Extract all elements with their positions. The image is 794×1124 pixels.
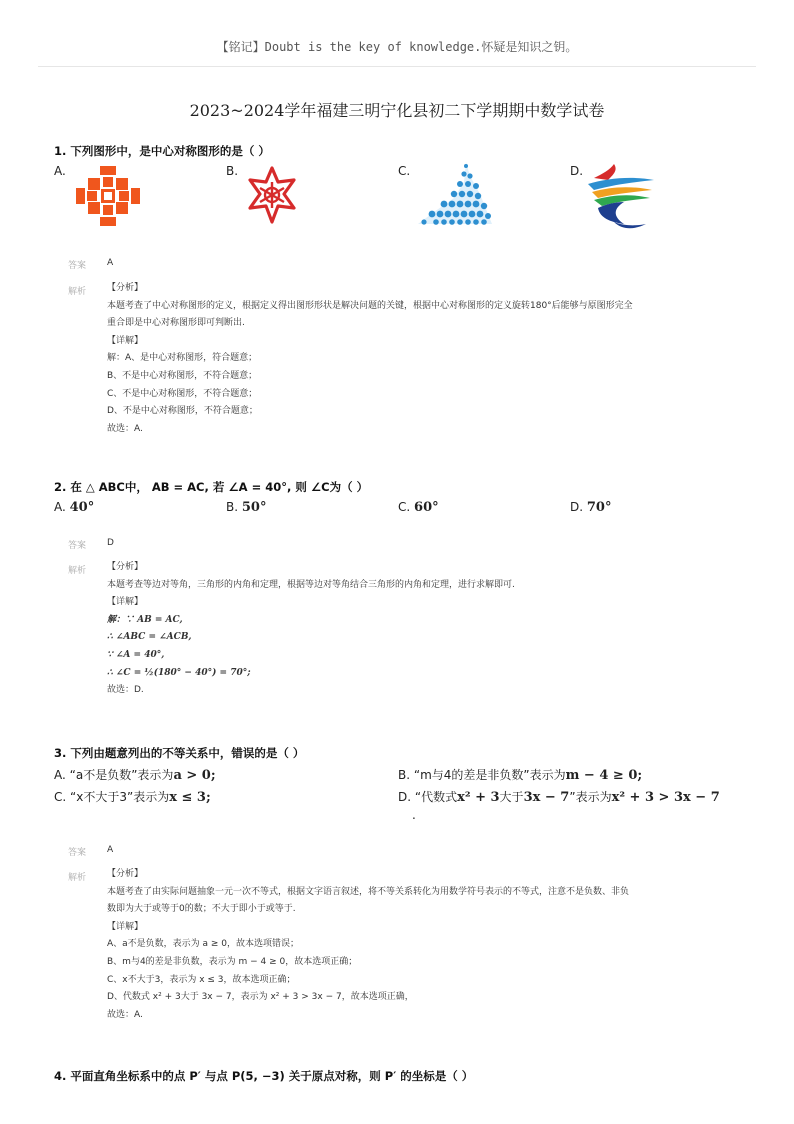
q2-option-d-value: 70° — [586, 500, 612, 515]
q3-option-b-letter: B. — [398, 768, 411, 782]
q2-option-d-letter: D. — [570, 500, 584, 514]
q3-option-d-tail: . — [412, 808, 416, 822]
q3-option-d-math3: x² + 3 > 3x − 7 — [611, 790, 720, 805]
q3-analysis-line: A、a不是负数，表示为 a ≥ 0，故本选项错误； — [107, 939, 300, 950]
q3-option-d-text2: 大于 — [499, 790, 524, 804]
q1-analysis-line: 本题考查了中心对称图形的定义，根据定义得出图形形状是解决问题的关键，根据中心对称图形的定义旋转180°后能够与原图形完全 — [107, 300, 633, 311]
q2-analysis-line: 【分析】 — [107, 562, 144, 572]
q1-option-d-label: D. — [570, 164, 584, 178]
q2-analysis-line: ∴ ∠ABC = ∠ACB, — [107, 632, 192, 643]
q2-analysis-line: 故选：D. — [107, 685, 144, 696]
q3-option-a-text: “a不是负数”表示为 — [69, 768, 174, 782]
q3-option-a — [54, 766, 216, 783]
q2-answer-label: 答案 — [68, 541, 87, 551]
q1-analysis-line: 【分析】 — [107, 283, 144, 293]
question-4-stem: 4. 平面直角坐标系中的点 P′ 与点 P(5, −3) 关于原点对称，则 P′ 的坐标是（ ） — [54, 1069, 474, 1083]
q2-answer-value: D — [107, 538, 114, 548]
q2-option-a-letter: A. — [54, 500, 66, 514]
page-title: 2023~2024学年福建三明宁化县初二下学期期中数学试卷 — [189, 101, 605, 120]
q3-option-d — [398, 788, 720, 805]
q1-analysis-line: D、不是中心对称图形，不符合题意； — [107, 406, 258, 417]
q1-analysis — [107, 280, 727, 438]
q1-analysis-line: 重合即是中心对称图形即可判断出. — [107, 318, 245, 329]
q2-analysis-line: ∵ ∠A = 40°, — [107, 649, 165, 660]
q1-analysis-line: B、不是中心对称图形，不符合题意； — [107, 370, 258, 381]
q3-option-c-math: x ≤ 3 — [169, 790, 206, 805]
q2-analysis-line: 解：∵ AB = AC, — [107, 614, 183, 625]
q3-analysis-line: 本题考查了由实际问题抽象一元一次不等式，根据文字语言叙述，将不等关系转化为用数学符号表示的不等式，注意不是负数、非负 — [107, 886, 630, 897]
q2-analysis-line: ∴ ∠C = ½(180° − 40°) = 70°; — [107, 667, 251, 678]
orange-cross-emblem-icon — [74, 164, 142, 228]
q3-analysis — [107, 866, 727, 1024]
q3-option-b — [398, 766, 642, 783]
q3-option-c-letter: C. — [54, 790, 67, 804]
q3-option-d-text: “代数式 — [414, 790, 458, 804]
q2-analysis-label: 解析 — [68, 566, 87, 576]
q1-option-a-label: A. — [54, 164, 66, 178]
q2-option-c — [398, 500, 439, 515]
q3-option-c-tail: ; — [205, 790, 211, 805]
q2-option-b — [226, 500, 266, 515]
q2-analysis-line: 【详解】 — [107, 597, 144, 608]
q3-option-c — [54, 788, 211, 805]
q3-analysis-line: 【分析】 — [107, 869, 144, 879]
q2-option-b-letter: B. — [226, 500, 239, 514]
q1-option-b-label: B. — [226, 164, 239, 178]
q2-option-c-letter: C. — [398, 500, 411, 514]
blue-dotted-triangle-emblem-icon — [414, 158, 496, 230]
q3-option-a-tail: ; — [210, 768, 216, 783]
q1-answer-label: 答案 — [68, 261, 87, 271]
q3-option-b-math: m − 4 ≥ 0 — [565, 768, 638, 783]
question-2-stem: 2. 在 △ ABC中， AB = AC, 若 ∠A = 40°, 则 ∠C为（ ） — [54, 480, 369, 494]
q3-option-a-letter: A. — [54, 768, 66, 782]
q1-analysis-line: C、不是中心对称图形，不符合题意； — [107, 388, 258, 399]
q3-analysis-line: 数即为大于或等于0的数；不大于即小于或等于. — [107, 904, 296, 915]
q2-option-d — [570, 500, 611, 515]
motto: 【铭记】Doubt is the key of knowledge.怀疑是知识之钥。 — [216, 40, 578, 54]
q3-option-b-text: “m与4的差是非负数”表示为 — [413, 768, 566, 782]
q3-option-b-tail: ; — [637, 768, 643, 783]
question-1-stem: 1. 下列图形中，是中心对称图形的是（ ） — [54, 144, 270, 158]
q3-analysis-line: 【详解】 — [107, 921, 144, 932]
q1-analysis-line: 解：A、是中心对称图形，符合题意； — [107, 353, 258, 364]
q3-analysis-label: 解析 — [68, 873, 87, 883]
q2-option-b-value: 50° — [241, 500, 267, 515]
q3-analysis-line: 故选：A. — [107, 1009, 143, 1020]
q3-option-c-text: “x不大于3”表示为 — [70, 790, 170, 804]
q1-option-c-label: C. — [398, 164, 411, 178]
q2-option-a — [54, 500, 94, 515]
q3-answer-label: 答案 — [68, 848, 87, 858]
q3-answer-value: A — [107, 845, 114, 855]
q2-option-c-value: 60° — [414, 500, 439, 515]
q3-analysis-line: B、m与4的差是非负数，表示为 m − 4 ≥ 0，故本选项正确； — [107, 956, 358, 967]
q2-option-a-value: 40° — [69, 500, 95, 515]
q3-option-d-text3: ”表示为 — [569, 790, 612, 804]
q3-analysis-line: D、代数式 x² + 3大于 3x − 7，表示为 x² + 3 > 3x − 7，故本选项正确， — [107, 992, 414, 1003]
q3-option-d-math2: 3x − 7 — [523, 790, 570, 805]
q3-analysis-line: C、x不大于3，表示为 x ≤ 3，故本选项正确； — [107, 974, 296, 985]
q1-analysis-line: 故选：A. — [107, 423, 143, 434]
q2-analysis — [107, 559, 727, 700]
q3-option-a-math: a > 0 — [173, 768, 211, 783]
red-flower-emblem-icon — [244, 162, 300, 230]
q2-analysis-line: 本题考查等边对等角，三角形的内角和定理，根据等边对等角结合三角形的内角和定理，进行求解即可. — [107, 579, 515, 590]
q1-analysis-label: 解析 — [68, 287, 87, 297]
q3-option-d-letter: D. — [398, 790, 412, 804]
q1-answer-value: A — [107, 258, 114, 268]
ribbon-emblem-icon — [584, 160, 658, 232]
divider — [38, 66, 756, 67]
q1-analysis-line: 【详解】 — [107, 335, 144, 346]
q3-option-d-math: x² + 3 — [457, 790, 500, 805]
question-3-stem: 3. 下列由题意列出的不等关系中，错误的是（ ） — [54, 746, 305, 760]
